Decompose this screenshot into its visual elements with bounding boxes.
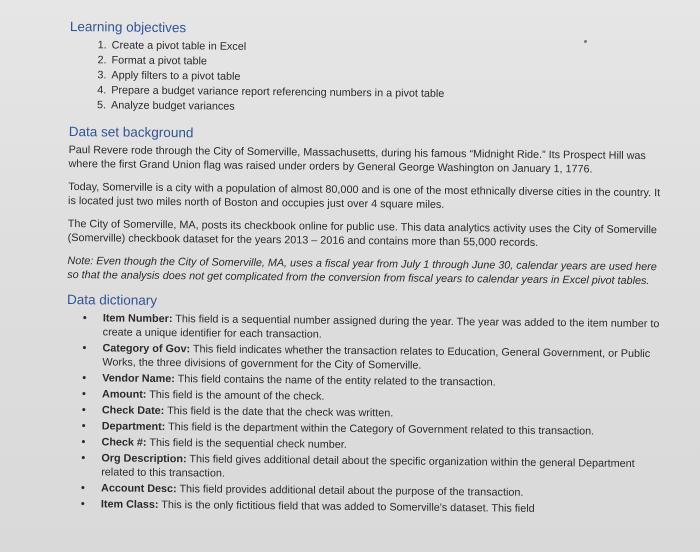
objective-item: 1. Create a pivot table in Excel bbox=[110, 38, 670, 59]
field-name: Org Description: bbox=[101, 452, 187, 466]
field-name: Item Class: bbox=[100, 498, 159, 511]
field-description: This field indicates whether the transaction relates to Education, General Government, or Public Works, the three divisions of government for the City of Somerville. bbox=[102, 343, 651, 372]
field-name: Amount: bbox=[101, 388, 147, 401]
objectives-list bbox=[69, 38, 670, 119]
dictionary-item bbox=[102, 341, 666, 375]
objective-item: 5. Analyze budget variances bbox=[109, 98, 669, 119]
field-description: This field is the sequential check number. bbox=[146, 436, 347, 451]
objective-item: 3. Apply filters to a pivot table bbox=[109, 68, 669, 89]
field-name: Vendor Name: bbox=[102, 372, 175, 386]
field-description: This field is the amount of the check. bbox=[146, 388, 325, 403]
dictionary-heading: Data dictionary bbox=[66, 291, 158, 308]
background-paragraph: Today, Somerville is a city with a population of almost 80,000 and is one of the most ethnically diverse cities in the country. It is located just two miles north of Boston and occupies just over 4 square miles. bbox=[68, 180, 661, 211]
field-name: Item Number: bbox=[102, 312, 173, 326]
objective-item: 2. Format a pivot table bbox=[109, 53, 669, 74]
field-name: Check #: bbox=[101, 436, 147, 449]
dictionary-item bbox=[103, 311, 667, 345]
background-paragraph: The City of Somerville, MA, posts its checkbook online for public use. This data analytics activity uses the City of Somerville (Somerville) checkbook dataset for the years 2013 – 2016 and contains more than 55,000 records. bbox=[67, 217, 657, 249]
field-name: Department: bbox=[101, 420, 166, 434]
field-description: This is the only fictitious field that was added to Somerville's dataset. This field bbox=[158, 498, 535, 515]
objectives-heading: Learning objectives bbox=[69, 18, 187, 36]
field-name: Category of Gov: bbox=[102, 342, 191, 356]
background-note: Note: Even though the City of Somerville, MA, uses a fiscal year from July 1 through June 30, calendar years are used here so that the analysis does not get complicated from the conversion from fiscal years to calendar years in Excel pivot tables. bbox=[67, 254, 657, 288]
document-body bbox=[65, 18, 670, 519]
field-description: This field is the department within the Category of Government related to this transaction. bbox=[165, 421, 595, 438]
dictionary-item bbox=[101, 451, 665, 485]
background-heading: Data set background bbox=[68, 123, 194, 141]
objective-item: 4. Prepare a budget variance report referencing numbers in a pivot table bbox=[109, 83, 669, 104]
field-description: This field contains the name of the entity related to the transaction. bbox=[174, 373, 496, 389]
field-description: This field gives additional detail about the specific organization within the general Department related to this transaction. bbox=[101, 453, 635, 480]
field-description: This field is a sequential number assigned during the year. The year was added to the item number to create a unique identifier for each transaction. bbox=[102, 313, 660, 341]
dictionary-list bbox=[65, 311, 667, 517]
field-name: Check Date: bbox=[101, 404, 165, 418]
field-description: This field provides additional detail about the purpose of the transaction. bbox=[176, 483, 524, 499]
field-name: Account Desc: bbox=[101, 482, 177, 496]
background-paragraph: Paul Revere rode through the City of Somerville, Massachusetts, during his famous “Midnight Ride.” Its Prospect Hill was where the first Grand Union flag was raised under orders by General George Washington on January 1, 1776. bbox=[68, 143, 646, 176]
field-description: This field is the date that the check was written. bbox=[164, 405, 394, 420]
